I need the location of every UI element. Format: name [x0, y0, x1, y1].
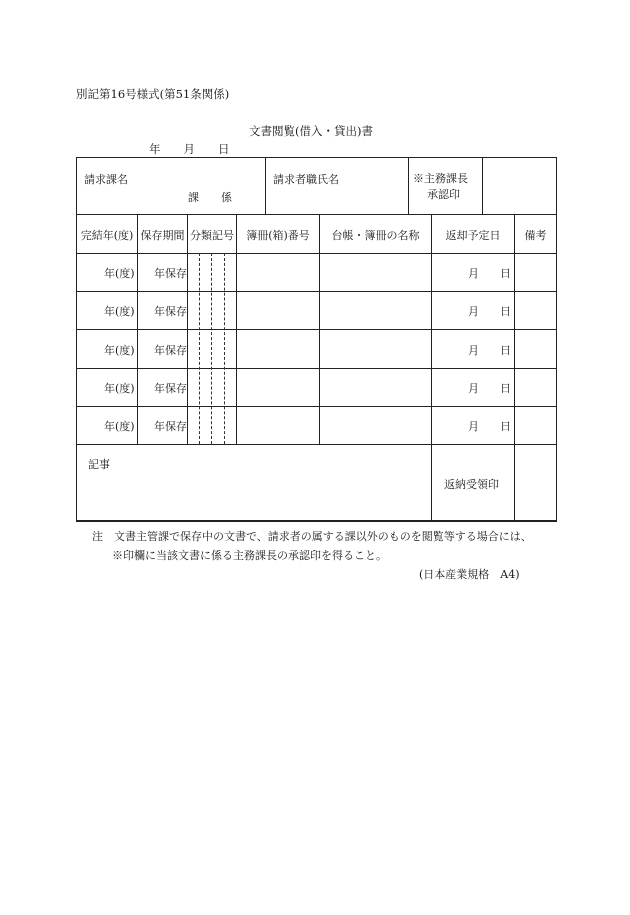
col-divider-1	[137, 214, 138, 444]
top-border	[76, 157, 557, 158]
row-retention-cell: 年保存	[154, 382, 187, 395]
row-return-month: 月	[468, 344, 479, 357]
row-year-cell: 年(度)	[104, 382, 135, 395]
row-year-cell: 年(度)	[104, 267, 135, 280]
col-divider-2	[187, 214, 188, 444]
header-retention-period: 保存期間	[140, 229, 185, 242]
row-line-2	[76, 329, 557, 330]
row-return-month: 月	[468, 305, 479, 318]
divider-stamp	[482, 157, 483, 214]
col-divider-3	[236, 214, 237, 444]
header-row-bottom-line	[76, 253, 557, 254]
row-line-1	[76, 291, 557, 292]
divider-approval	[408, 157, 409, 214]
row-year-cell: 年(度)	[104, 305, 135, 318]
col-divider-5	[431, 214, 432, 521]
approval-label-line1: ※主務課長	[413, 172, 468, 185]
bottom-border	[76, 520, 557, 522]
header-return-date: 返却予定日	[445, 229, 501, 242]
note-line-1: 注 文書主管課で保存中の文書で、請求者の属する課以外のものを閲覧等する場合には、	[92, 530, 532, 543]
requesting-section-label: 請求課名	[84, 173, 128, 186]
row-retention-cell: 年保存	[154, 267, 187, 280]
row-year-cell: 年(度)	[104, 420, 135, 433]
date-label: 年 月 日	[149, 142, 230, 156]
row-return-day: 日	[500, 305, 511, 318]
row-return-day: 日	[500, 344, 511, 357]
dashed-line-3	[224, 253, 225, 444]
row-return-month: 月	[468, 267, 479, 280]
form-reference: 別記第16号様式(第51条関係)	[76, 87, 230, 101]
header-ledger-name: 台帳・簿冊の名称	[331, 229, 420, 242]
row-return-day: 日	[500, 420, 511, 433]
col-divider-6	[514, 214, 515, 521]
paper-size-note: (日本産業規格 A4)	[419, 568, 520, 581]
row-retention-cell: 年保存	[154, 420, 187, 433]
right-border	[556, 157, 557, 521]
row-line-5	[76, 444, 557, 445]
approval-label-line2: 承認印	[427, 188, 460, 201]
left-border	[76, 157, 77, 521]
row-year-cell: 年(度)	[104, 344, 135, 357]
return-receipt-label: 返納受領印	[444, 478, 499, 491]
form-title: 文書閲覧(借入・貸出)書	[249, 124, 373, 138]
dashed-line-2	[211, 253, 212, 444]
header-row-top-line	[76, 214, 557, 215]
row-line-4	[76, 406, 557, 407]
row-return-day: 日	[500, 267, 511, 280]
requester-name-label: 請求者職氏名	[273, 173, 339, 186]
note-line-2: ※印欄に当該文書に係る主務課長の承認印を得ること。	[112, 549, 387, 562]
section-label: 課 係	[188, 191, 232, 204]
row-return-day: 日	[500, 382, 511, 395]
row-line-3	[76, 368, 557, 369]
divider-requester	[265, 157, 266, 214]
row-retention-cell: 年保存	[154, 305, 187, 318]
header-volume-number: 簿冊(箱)番号	[246, 229, 310, 242]
header-classification-code: 分類記号	[190, 229, 234, 242]
row-return-month: 月	[468, 382, 479, 395]
header-notes: 備考	[524, 229, 547, 242]
row-retention-cell: 年保存	[154, 344, 187, 357]
row-return-month: 月	[468, 420, 479, 433]
header-completion-year: 完結年(度)	[80, 229, 134, 242]
dashed-line-1	[199, 253, 200, 444]
remarks-label: 記事	[88, 458, 110, 471]
col-divider-4	[319, 214, 320, 444]
